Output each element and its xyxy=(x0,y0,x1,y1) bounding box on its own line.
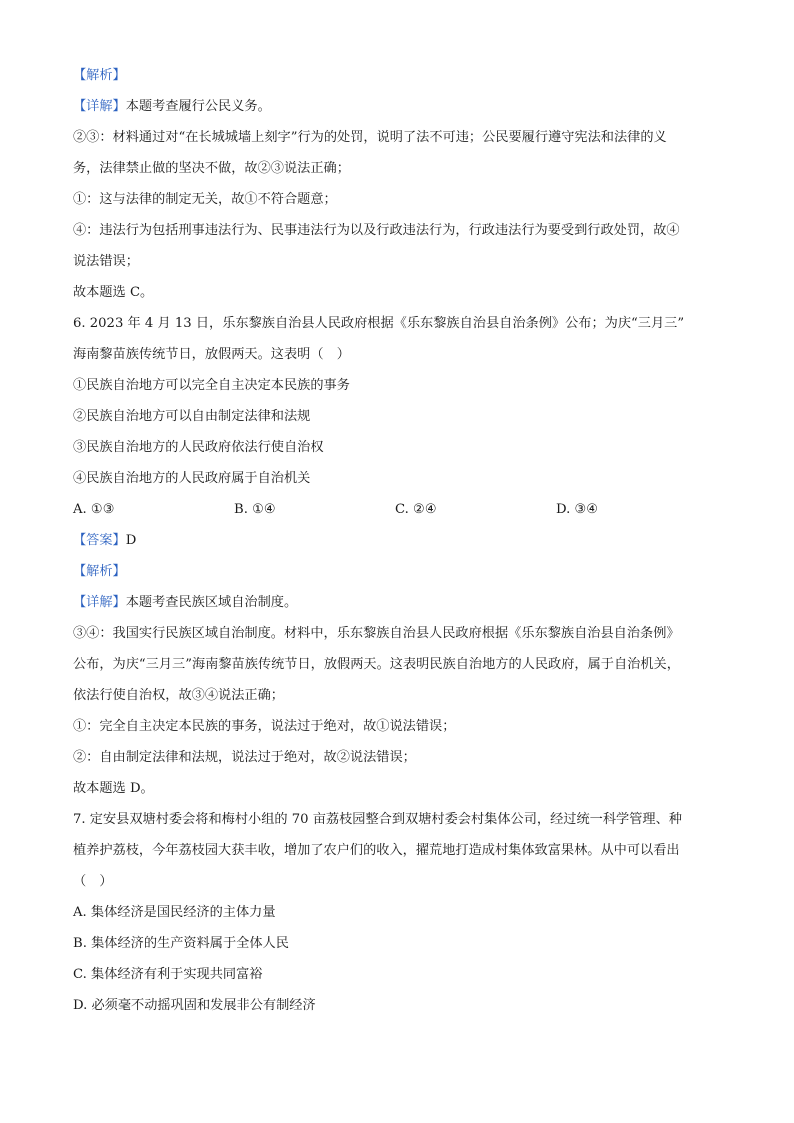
q7-stem-line: 7. 定安县双塘村委会将和梅村小组的 70 亩荔枝园整合到双塘村委会村集体公司，经过统一科学管理、种 xyxy=(73,812,682,827)
answer-value: D xyxy=(125,533,137,548)
q6-detail-line: ①：完全自主决定本民族的事务，说法过于绝对，故①说法错误； xyxy=(73,719,456,734)
q5-detail-line: 务，法律禁止做的坚决不做，故②③说法正确； xyxy=(73,161,350,176)
q7-option-b: B. 集体经济的生产资料属于全体人民 xyxy=(73,936,289,951)
q7-stem-line: 植养护荔枝，今年荔枝园大获丰收，增加了农户们的收入，擢荒地打造成村集体致富果林。从中可以看出 xyxy=(73,843,680,858)
detail-tag: 【详解】 xyxy=(73,595,126,610)
analysis-tag: 【解析】 xyxy=(73,564,126,579)
page-content xyxy=(73,64,733,1025)
q6-statement: ②民族自治地方可以自由制定法律和法规 xyxy=(73,409,311,424)
q6-answer xyxy=(73,529,733,560)
q5-detail-line: ①：这与法律的制定无关，故①不符合题意； xyxy=(73,192,337,207)
q6-option-a: A. ①③ xyxy=(73,502,115,517)
q7-stem-line: （ ） xyxy=(73,874,113,889)
q5-detail-line: ②③：材料通过对“在长城城墙上刻字”行为的处罚，说明了法不可违；公民要履行遵守宪法和法律的义 xyxy=(73,130,667,145)
q6-statement: ③民族自治地方的人民政府依法行使自治权 xyxy=(73,440,324,455)
q5-detail-line: 说法错误； xyxy=(73,254,139,269)
q5-detail-line: ④：违法行为包括刑事违法行为、民事违法行为以及行政违法行为，行政违法行为要受到行政处罚，故④ xyxy=(73,223,680,238)
q7-option-d: D. 必须毫不动摇巩固和发展非公有制经济 xyxy=(73,998,316,1013)
q6-detail-intro xyxy=(73,591,733,622)
q6-detail-line: 依法行使自治权，故③④说法正确； xyxy=(73,688,284,703)
analysis-tag: 【解析】 xyxy=(73,68,126,83)
q6-options xyxy=(73,498,733,529)
q6-stem-line: 6. 2023 年 4 月 13 日，乐东黎族自治县人民政府根据《乐东黎族自治县自治条例》公布；为庆“三月三” xyxy=(73,316,685,331)
q6-detail-line: 公布，为庆“三月三”海南黎苗族传统节日，放假两天。这表明民族自治地方的人民政府，属于自治机关， xyxy=(73,657,680,672)
detail-text: 本题考查民族区域自治制度。 xyxy=(125,595,298,610)
q6-detail-line: 故本题选 D。 xyxy=(73,781,154,796)
q6-option-c: C. ②④ xyxy=(395,502,437,517)
q6-statement: ①民族自治地方可以完全自主决定本民族的事务 xyxy=(73,378,350,393)
detail-text: 本题考查履行公民义务。 xyxy=(125,99,271,114)
detail-tag: 【详解】 xyxy=(73,99,126,114)
q6-stem-line: 海南黎苗族传统节日，放假两天。这表明（ ） xyxy=(73,347,350,362)
q7-option-a: A. 集体经济是国民经济的主体力量 xyxy=(73,905,276,920)
q5-detail-line: 故本题选 C。 xyxy=(73,285,154,300)
answer-tag: 【答案】 xyxy=(73,533,126,548)
q5-analysis-heading xyxy=(73,64,733,95)
q6-detail-line: ②：自由制定法律和法规，说法过于绝对，故②说法错误； xyxy=(73,750,416,765)
q6-detail-line: ③④：我国实行民族区域自治制度。材料中，乐东黎族自治县人民政府根据《乐东黎族自治县自治条例》 xyxy=(73,626,680,641)
q6-option-d: D. ③④ xyxy=(556,502,599,517)
q6-analysis-heading xyxy=(73,560,733,591)
q7-option-c: C. 集体经济有利于实现共同富裕 xyxy=(73,967,263,982)
q6-option-b: B. ①④ xyxy=(234,502,276,517)
q6-statement: ④民族自治地方的人民政府属于自治机关 xyxy=(73,471,311,486)
q5-detail-intro xyxy=(73,95,733,126)
